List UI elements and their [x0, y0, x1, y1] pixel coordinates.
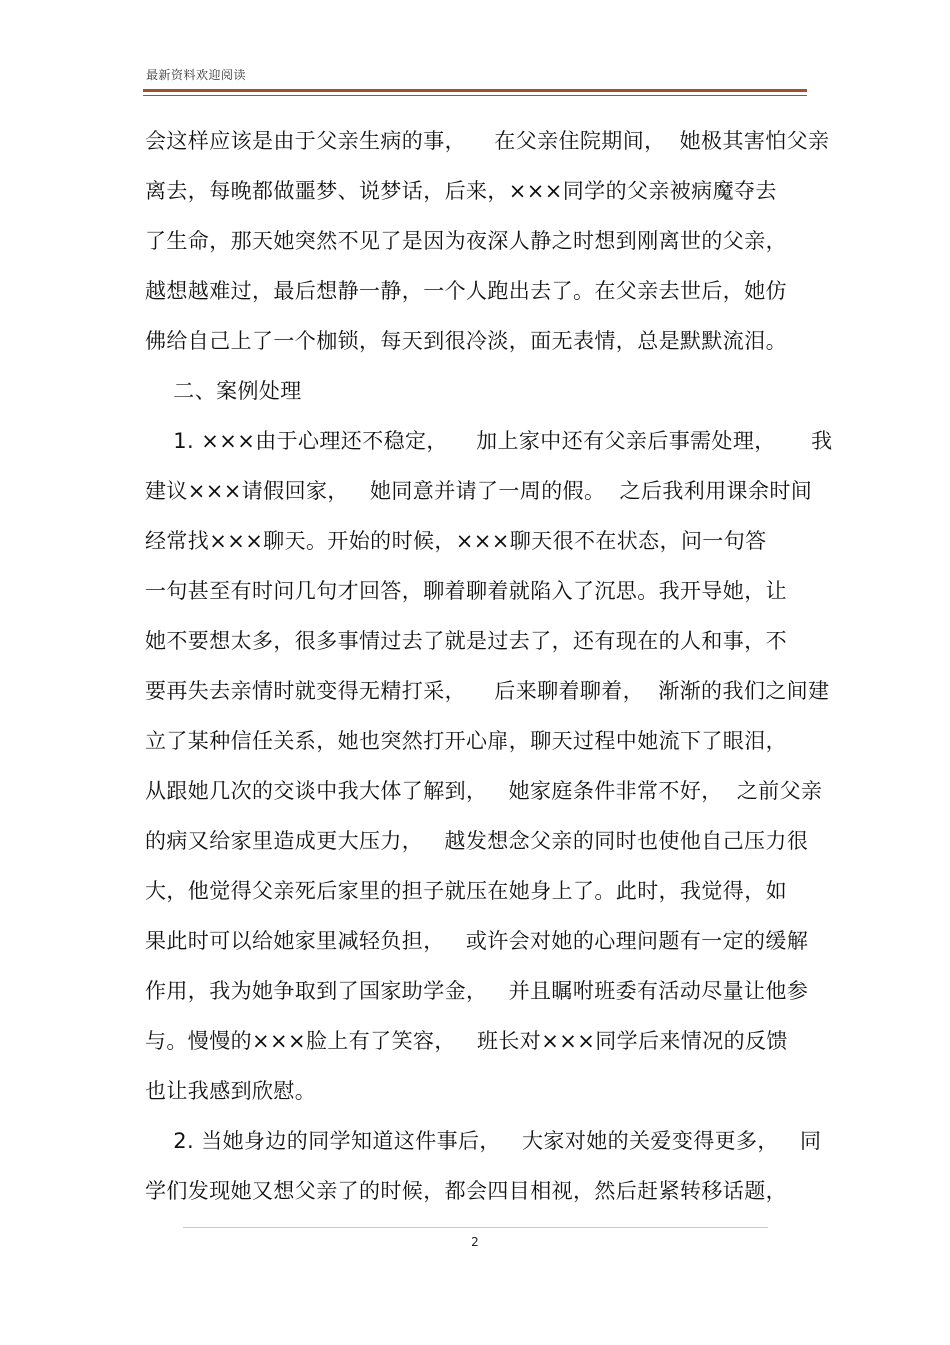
text-line: 1. ×××由于心理还不稳定， 加上家中还有父亲后事需处理， 我 — [145, 429, 833, 453]
text-line: 要再失去亲情时就变得无精打采， 后来聊着聊着， 渐渐的我们之间建 — [145, 679, 830, 703]
text-line: 建议×××请假回家， 她同意并请了一周的假。 之后我利用课余时间 — [145, 479, 813, 503]
footer-rule — [183, 1227, 768, 1228]
text-line: 会这样应该是由于父亲生病的事， 在父亲住院期间， 她极其害怕父亲 — [145, 129, 830, 153]
text-line: 与。慢慢的×××脸上有了笑容， 班长对×××同学后来情况的反馈 — [145, 1029, 788, 1053]
text-line: 大，他觉得父亲死后家里的担子就压在她身上了。此时，我觉得，如 — [145, 879, 787, 903]
text-line: 从跟她几次的交谈中我大体了解到， 她家庭条件非常不好， 之前父亲 — [145, 779, 823, 803]
section-heading: 二、案例处理 — [145, 379, 302, 403]
text-line: 一句甚至有时问几句才回答，聊着聊着就陷入了沉思。我开导她，让 — [145, 579, 787, 603]
text-line: 也让我感到欣慰。 — [145, 1079, 317, 1103]
running-header: 最新资料欢迎阅读 — [146, 68, 247, 82]
text-line: 经常找×××聊天。开始的时候，×××聊天很不在状态，问一句答 — [145, 529, 767, 553]
text-line: 学们发现她又想父亲了的时候，都会四目相视，然后赶紧转移话题， — [145, 1179, 787, 1203]
text-line: 立了某种信任关系，她也突然打开心扉，聊天过程中她流下了眼泪， — [145, 729, 787, 753]
text-line: 越想越难过，最后想静一静，一个人跑出去了。在父亲去世后，她仿 — [145, 279, 787, 303]
text-line: 离去，每晚都做噩梦、说梦话，后来，×××同学的父亲被病魔夺去 — [145, 179, 777, 203]
text-line: 的病又给家里造成更大压力， 越发想念父亲的同时也使他自己压力很 — [145, 829, 809, 853]
header-rule-thin — [143, 95, 807, 96]
body-text — [145, 116, 833, 1216]
text-line: 了生命，那天她突然不见了是因为夜深人静之时想到刚离世的父亲， — [145, 229, 787, 253]
text-line: 作用，我为她争取到了国家助学金， 并且瞩咐班委有活动尽量让他参 — [145, 979, 809, 1003]
header-rule-thick — [143, 89, 807, 92]
text-line: 佛给自己上了一个枷锁，每天到很冷淡，面无表情，总是默默流泪。 — [145, 329, 787, 353]
text-line: 果此时可以给她家里减轻负担， 或许会对她的心理问题有一定的缓解 — [145, 929, 809, 953]
text-line: 她不要想太多，很多事情过去了就是过去了，还有现在的人和事，不 — [145, 629, 787, 653]
text-line: 2. 当她身边的同学知道这件事后， 大家对她的关爱变得更多， 同 — [145, 1129, 822, 1153]
page-number: 2 — [471, 1235, 479, 1249]
